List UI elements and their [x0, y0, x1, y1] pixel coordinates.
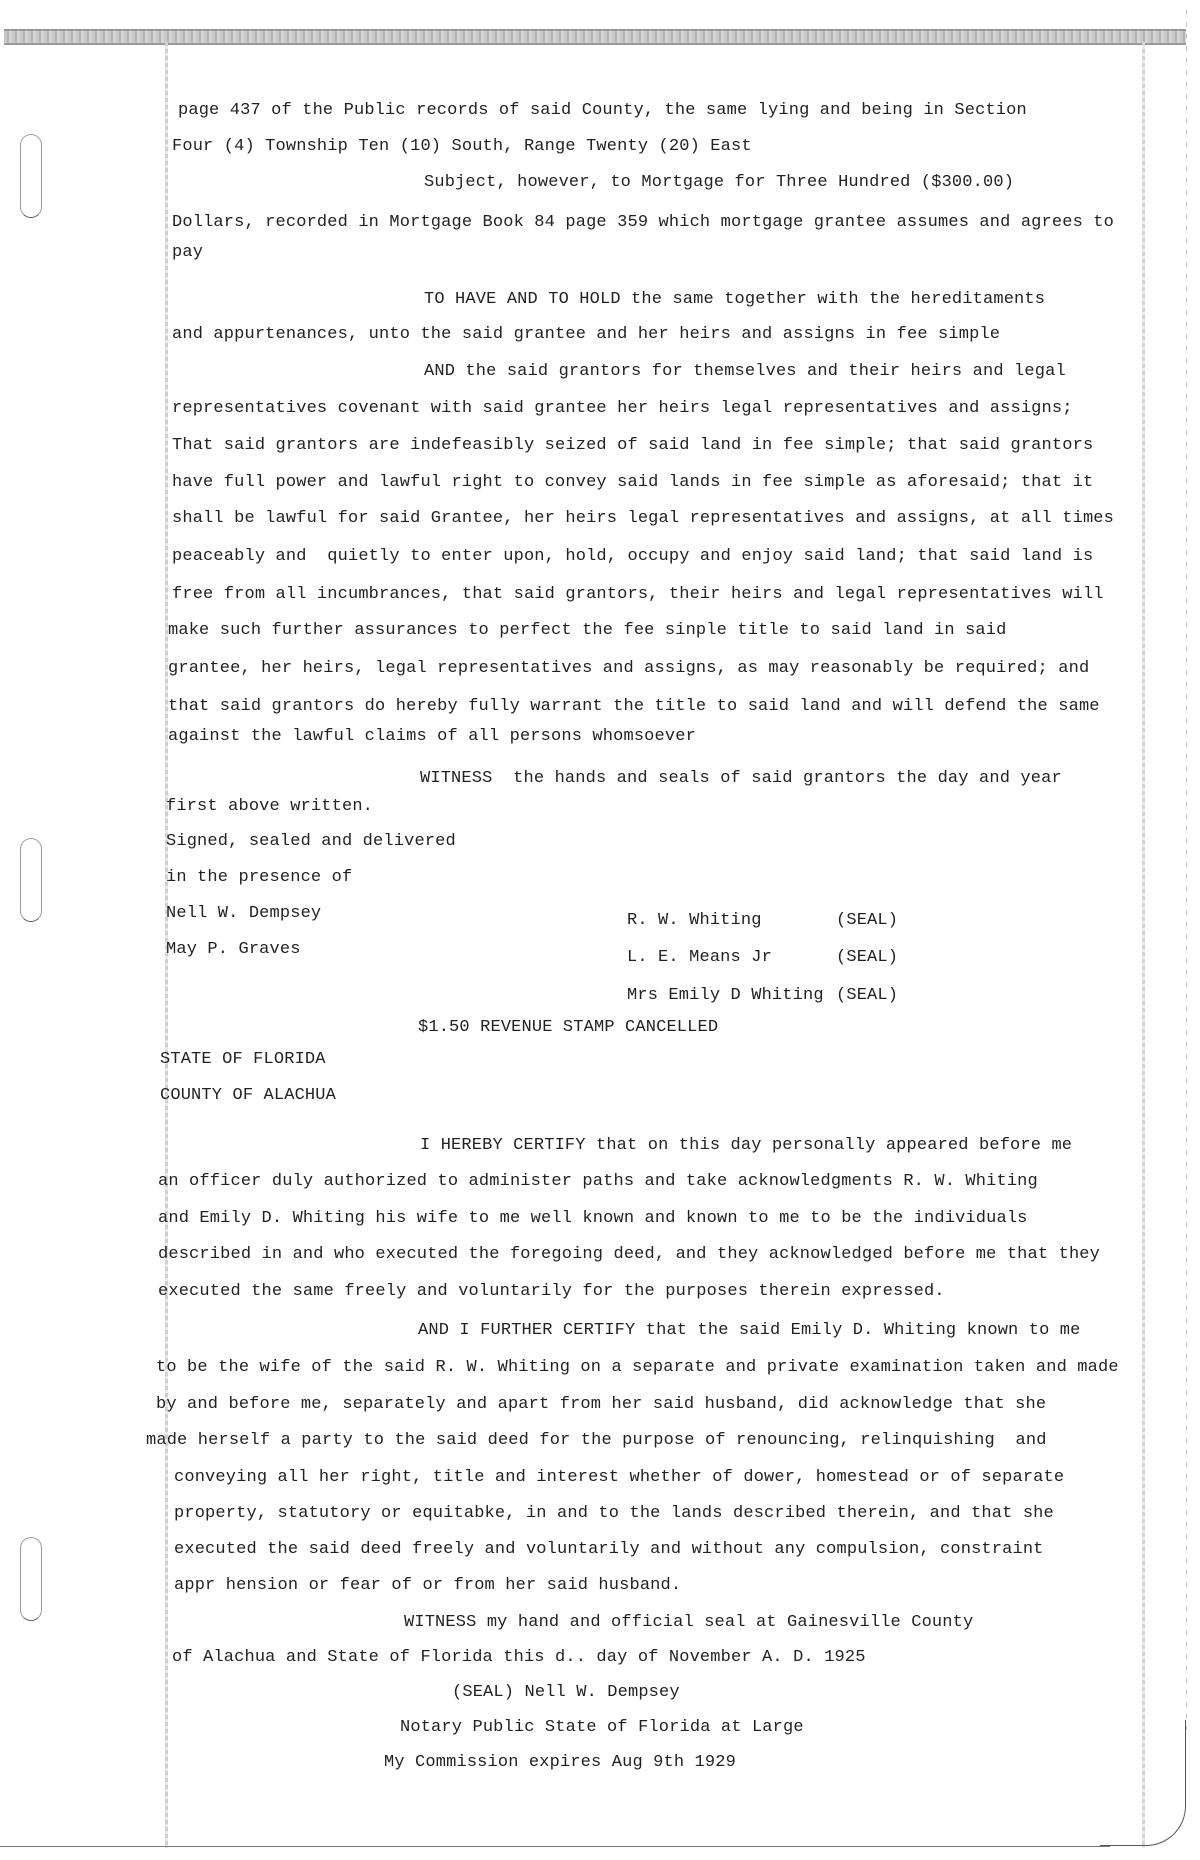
right-margin-line — [1142, 42, 1145, 1848]
witness-name: May P. Graves — [166, 940, 301, 959]
ack-line: conveying all her right, title and interest whether of dower, homestead or of separate — [174, 1468, 1065, 1487]
deed-line: that said grantors do hereby fully warrant the title to said land and will defend the same — [168, 697, 1100, 716]
deed-line: and appurtenances, unto the said grantee and her heirs and assigns in fee simple — [172, 325, 1001, 344]
ack-line: executed the said deed freely and voluntarily and without any compulsion, constraint — [174, 1540, 1044, 1559]
ack-line: to be the wife of the said R. W. Whiting on a separate and private examination taken and made — [156, 1358, 1119, 1377]
seal-mark: (SEAL) — [836, 986, 899, 1005]
ack-line: executed the same freely and voluntarily for the purposes therein expressed. — [158, 1282, 945, 1301]
ack-line: and Emily D. Whiting his wife to me well known and known to me to be the individuals — [158, 1209, 1028, 1228]
deed-line: Signed, sealed and delivered — [166, 832, 456, 851]
witness-name: Nell W. Dempsey — [166, 904, 322, 923]
deed-line: Dollars, recorded in Mortgage Book 84 page 359 which mortgage grantee assumes and agrees to — [172, 213, 1115, 232]
deed-line: free from all incumbrances, that said grantors, their heirs and legal representatives will — [172, 585, 1104, 604]
deed-line: in the presence of — [166, 868, 353, 887]
deed-line: AND the said grantors for themselves and their heirs and legal — [424, 362, 1066, 381]
ack-line: an officer duly authorized to administer paths and take acknowledgments R. W. Whiting — [158, 1172, 1038, 1191]
grantor-name: L. E. Means Jr — [627, 948, 772, 967]
witness-clause: WITNESS the hands and seals of said grantors the day and year — [420, 769, 1062, 788]
deed-line: peaceably and quietly to enter upon, hold, occupy and enjoy said land; that said land is — [172, 547, 1094, 566]
ack-line: AND I FURTHER CERTIFY that the said Emily D. Whiting known to me — [418, 1321, 1081, 1340]
deed-line: grantee, her heirs, legal representatives and assigns, as may reasonably be required; and — [168, 659, 1090, 678]
notary-title: Notary Public State of Florida at Large — [400, 1718, 804, 1737]
deed-line: pay — [172, 243, 204, 262]
deed-line: page 437 of the Public records of said County, the same lying and being in Section — [178, 101, 1027, 120]
ack-line: made herself a party to the said deed for the purpose of renouncing, relinquishing and — [146, 1431, 1047, 1450]
ack-line: by and before me, separately and apart from her said husband, did acknowledge that she — [156, 1395, 1047, 1414]
notary-signature: (SEAL) Nell W. Dempsey — [452, 1683, 680, 1702]
ack-line: WITNESS my hand and official seal at Gainesville County — [404, 1613, 974, 1632]
deed-line: shall be lawful for said Grantee, her heirs legal representatives and assigns, at all times — [172, 509, 1115, 528]
state-heading: STATE OF FLORIDA — [160, 1050, 326, 1069]
deed-line: against the lawful claims of all persons whomsoever — [168, 727, 696, 746]
deed-line: representatives covenant with said grantee her heirs legal representatives and assigns; — [172, 399, 1073, 418]
binder-hole-icon — [20, 1537, 42, 1621]
deed-line: first above written. — [166, 797, 374, 816]
seal-mark: (SEAL) — [836, 948, 899, 967]
ack-line: appr hension or fear of or from her said husband. — [174, 1576, 682, 1595]
grantor-name: Mrs Emily D Whiting — [627, 986, 824, 1005]
binder-hole-icon — [20, 838, 42, 922]
ack-line: of Alachua and State of Florida this d.. day of November A. D. 1925 — [172, 1648, 866, 1667]
deed-line: That said grantors are indefeasibly seized of said land in fee simple; that said grantors — [172, 436, 1094, 455]
ack-line: property, statutory or equitabke, in and to the lands described therein, and that she — [174, 1504, 1054, 1523]
ack-line: I HEREBY CERTIFY that on this day personally appeared before me — [420, 1136, 1073, 1155]
deed-line: Four (4) Township Ten (10) South, Range Twenty (20) East — [172, 137, 752, 156]
top-border-rule — [4, 29, 1186, 45]
ack-line: described in and who executed the foregoing deed, and they acknowledged before me that they — [158, 1245, 1101, 1264]
deed-line: have full power and lawful right to convey said lands in fee simple as aforesaid; that it — [172, 473, 1094, 492]
seal-mark: (SEAL) — [836, 911, 899, 930]
page-edge — [1186, 10, 1187, 1730]
deed-line: TO HAVE AND TO HOLD the same together with the hereditaments — [424, 290, 1046, 309]
grantor-name: R. W. Whiting — [627, 911, 762, 930]
deed-line: make such further assurances to perfect the fee sinple title to said land in said — [168, 621, 1007, 640]
notary-commission: My Commission expires Aug 9th 1929 — [384, 1753, 736, 1772]
county-heading: COUNTY OF ALACHUA — [160, 1086, 336, 1105]
revenue-stamp-note: $1.50 REVENUE STAMP CANCELLED — [418, 1018, 719, 1037]
binder-hole-icon — [20, 134, 42, 218]
deed-line: Subject, however, to Mortgage for Three Hundred ($300.00) — [424, 173, 1015, 192]
page-corner — [1100, 1720, 1186, 1846]
bottom-border-line — [0, 1846, 1110, 1847]
